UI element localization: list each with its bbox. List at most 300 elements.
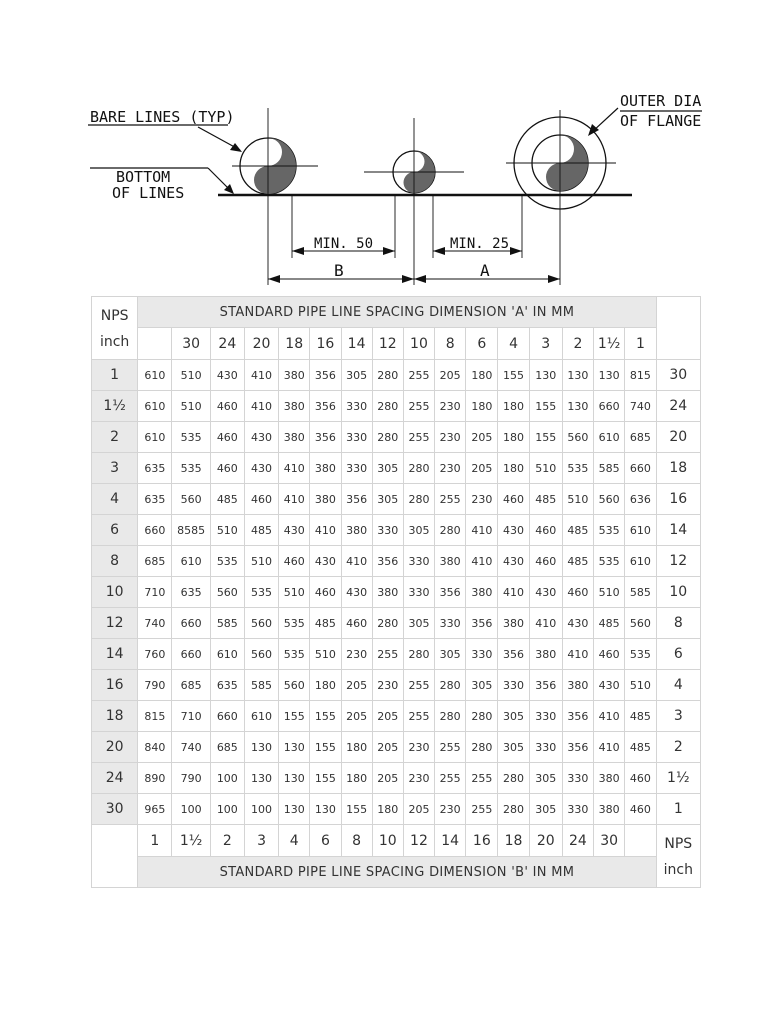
row-right-header: 30 [656, 360, 700, 391]
top-col-header: 30 [172, 328, 210, 360]
table-cell: 255 [403, 422, 434, 453]
bottom-col-header: 8 [341, 825, 372, 857]
table-cell: 430 [529, 577, 562, 608]
table-cell: 460 [279, 546, 310, 577]
table-cell: 380 [594, 763, 625, 794]
table-cell: 535 [594, 546, 625, 577]
table-cell: 740 [625, 391, 656, 422]
table-cell: 205 [466, 453, 498, 484]
table-cell: 635 [210, 670, 244, 701]
row-nps-header: 16 [92, 670, 138, 701]
table-cell: 380 [279, 422, 310, 453]
table-cell: 510 [172, 360, 210, 391]
table-cell: 305 [372, 453, 403, 484]
table-cell: 510 [279, 577, 310, 608]
table-cell: 255 [435, 732, 466, 763]
row-right-header: 2 [656, 732, 700, 763]
table-cell: 280 [372, 608, 403, 639]
top-col-header: 3 [529, 328, 562, 360]
table-row [92, 546, 701, 577]
table-cell: 255 [403, 360, 434, 391]
title-dimension-a: STANDARD PIPE LINE SPACING DIMENSION 'A' IN MM [138, 297, 656, 328]
table-cell: 610 [625, 546, 656, 577]
table-cell: 180 [341, 763, 372, 794]
table-cell: 410 [594, 701, 625, 732]
nps-label-top-1: NPS [100, 308, 129, 324]
table-cell: 280 [498, 794, 529, 825]
row-right-header: 8 [656, 608, 700, 639]
top-col-header: 8 [435, 328, 466, 360]
table-cell: 535 [172, 422, 210, 453]
table-cell: 660 [594, 391, 625, 422]
table-cell: 356 [310, 360, 341, 391]
table-cell: 685 [210, 732, 244, 763]
table-cell: 130 [279, 732, 310, 763]
table-cell: 155 [279, 701, 310, 732]
table-cell: 100 [210, 794, 244, 825]
table-cell: 635 [172, 577, 210, 608]
table-cell: 356 [529, 670, 562, 701]
table-cell: 510 [529, 453, 562, 484]
top-col-header: 1 [625, 328, 656, 360]
row-nps-header: 1 [92, 360, 138, 391]
title-dimension-b: STANDARD PIPE LINE SPACING DIMENSION 'B' IN MM [138, 857, 656, 888]
top-col-header: 20 [244, 328, 278, 360]
row-right-header: 16 [656, 484, 700, 515]
top-col-header: 4 [498, 328, 529, 360]
table-cell: 380 [310, 484, 341, 515]
table-cell: 205 [341, 670, 372, 701]
table-cell: 510 [562, 484, 593, 515]
table-cell: 535 [625, 639, 656, 670]
table-cell: 660 [172, 608, 210, 639]
table-cell: 610 [138, 360, 172, 391]
row-nps-header: 14 [92, 639, 138, 670]
table-cell: 610 [594, 422, 625, 453]
label-b: B [334, 261, 344, 280]
table-cell: 460 [625, 763, 656, 794]
row-right-header: 1 [656, 794, 700, 825]
table-cell: 510 [310, 639, 341, 670]
bottom-col-header: 24 [562, 825, 593, 857]
table-cell: 485 [310, 608, 341, 639]
table-cell: 280 [498, 763, 529, 794]
table-cell: 255 [435, 763, 466, 794]
table-cell: 305 [403, 515, 434, 546]
table-cell: 130 [529, 360, 562, 391]
table-cell: 560 [625, 608, 656, 639]
table-row [92, 360, 701, 391]
table-cell: 380 [562, 670, 593, 701]
table-cell: 740 [138, 608, 172, 639]
nps-label-bottom-2: inch [663, 862, 693, 878]
table-cell: 410 [466, 546, 498, 577]
table-cell: 410 [529, 608, 562, 639]
table-cell: 610 [138, 391, 172, 422]
table-cell: 330 [466, 639, 498, 670]
table-cell: 130 [244, 732, 278, 763]
table-cell: 180 [466, 391, 498, 422]
table-cell: 410 [498, 577, 529, 608]
table-cell: 280 [372, 391, 403, 422]
label-min-50: MIN. 50 [314, 236, 374, 252]
row-nps-header: 10 [92, 577, 138, 608]
table-cell: 660 [625, 453, 656, 484]
table-cell: 535 [244, 577, 278, 608]
table-cell: 585 [594, 453, 625, 484]
table-cell: 205 [466, 422, 498, 453]
table-cell: 255 [403, 391, 434, 422]
table-cell: 280 [435, 670, 466, 701]
table-cell: 130 [279, 763, 310, 794]
table-cell: 485 [210, 484, 244, 515]
table-cell: 100 [244, 794, 278, 825]
table-cell: 330 [341, 391, 372, 422]
table-cell: 430 [498, 515, 529, 546]
table-row [92, 453, 701, 484]
table-cell: 255 [435, 484, 466, 515]
table-row [92, 701, 701, 732]
table-cell: 410 [466, 515, 498, 546]
bottom-col-header: 2 [210, 825, 244, 857]
spacing-table-container [91, 296, 701, 888]
row-right-header: 20 [656, 422, 700, 453]
table-cell: 460 [594, 639, 625, 670]
table-cell: 560 [244, 639, 278, 670]
table-cell: 280 [372, 422, 403, 453]
table-cell: 485 [562, 515, 593, 546]
table-cell: 380 [341, 515, 372, 546]
row-nps-header: 24 [92, 763, 138, 794]
table-cell: 380 [310, 453, 341, 484]
table-cell: 155 [341, 794, 372, 825]
table-cell: 660 [172, 639, 210, 670]
table-cell: 180 [498, 422, 529, 453]
table-cell: 410 [244, 391, 278, 422]
row-right-header: 24 [656, 391, 700, 422]
spacing-table [91, 296, 701, 888]
table-cell: 560 [562, 422, 593, 453]
table-cell: 535 [279, 639, 310, 670]
table-cell: 180 [466, 360, 498, 391]
table-row [92, 515, 701, 546]
bottom-col-header: 1½ [172, 825, 210, 857]
table-cell: 660 [138, 515, 172, 546]
table-cell: 535 [279, 608, 310, 639]
bottom-col-header: 3 [244, 825, 278, 857]
row-right-header: 6 [656, 639, 700, 670]
table-cell: 305 [372, 484, 403, 515]
row-right-header: 3 [656, 701, 700, 732]
table-cell: 410 [341, 546, 372, 577]
table-cell: 610 [172, 546, 210, 577]
label-a: A [480, 261, 490, 280]
table-cell: 485 [625, 732, 656, 763]
table-cell: 410 [279, 453, 310, 484]
bottom-col-header: 12 [403, 825, 434, 857]
table-row [92, 577, 701, 608]
table-cell: 230 [403, 763, 434, 794]
table-cell: 535 [172, 453, 210, 484]
bottom-col-blank [625, 825, 656, 857]
table-cell: 636 [625, 484, 656, 515]
table-cell: 155 [310, 732, 341, 763]
table-cell: 430 [498, 546, 529, 577]
table-cell: 356 [498, 639, 529, 670]
top-col-header: 1½ [594, 328, 625, 360]
table-cell: 255 [466, 763, 498, 794]
nps-label-top [92, 297, 138, 360]
table-cell: 380 [279, 391, 310, 422]
table-cell: 410 [310, 515, 341, 546]
table-cell: 760 [138, 639, 172, 670]
table-cell: 430 [210, 360, 244, 391]
table-cell: 356 [562, 732, 593, 763]
table-cell: 485 [244, 515, 278, 546]
table-cell: 560 [244, 608, 278, 639]
table-cell: 155 [529, 391, 562, 422]
table-cell: 510 [625, 670, 656, 701]
table-row [92, 732, 701, 763]
table-cell: 230 [435, 453, 466, 484]
table-cell: 356 [341, 484, 372, 515]
table-cell: 380 [594, 794, 625, 825]
label-bottom-of-lines-2: OF LINES [112, 184, 185, 202]
table-row [92, 763, 701, 794]
row-right-header: 14 [656, 515, 700, 546]
table-cell: 330 [435, 608, 466, 639]
bottom-col-header: 20 [529, 825, 562, 857]
table-cell: 890 [138, 763, 172, 794]
table-cell: 155 [498, 360, 529, 391]
table-cell: 685 [138, 546, 172, 577]
row-nps-header: 18 [92, 701, 138, 732]
table-cell: 280 [435, 515, 466, 546]
table-cell: 230 [466, 484, 498, 515]
table-cell: 205 [341, 701, 372, 732]
table-cell: 180 [372, 794, 403, 825]
bottom-title-row [92, 857, 701, 888]
top-col-header: 16 [310, 328, 341, 360]
table-cell: 330 [341, 422, 372, 453]
table-cell: 180 [341, 732, 372, 763]
table-cell: 460 [498, 484, 529, 515]
table-cell: 510 [244, 546, 278, 577]
table-cell: 460 [210, 391, 244, 422]
table-cell: 180 [310, 670, 341, 701]
table-cell: 305 [529, 794, 562, 825]
row-right-header: 18 [656, 453, 700, 484]
row-nps-header: 20 [92, 732, 138, 763]
table-cell: 610 [244, 701, 278, 732]
table-cell: 535 [562, 453, 593, 484]
table-cell: 230 [403, 732, 434, 763]
row-nps-header: 8 [92, 546, 138, 577]
table-cell: 330 [562, 794, 593, 825]
table-cell: 255 [466, 794, 498, 825]
table-cell: 610 [210, 639, 244, 670]
table-cell: 230 [435, 391, 466, 422]
table-cell: 485 [562, 546, 593, 577]
table-cell: 380 [372, 577, 403, 608]
top-col-header: 24 [210, 328, 244, 360]
row-nps-header: 4 [92, 484, 138, 515]
top-col-header: 6 [466, 328, 498, 360]
table-cell: 280 [403, 453, 434, 484]
table-cell: 230 [341, 639, 372, 670]
table-cell: 430 [244, 453, 278, 484]
bottom-col-header: 4 [279, 825, 310, 857]
top-col-header: 2 [562, 328, 593, 360]
table-cell: 280 [403, 639, 434, 670]
table-cell: 130 [310, 794, 341, 825]
table-cell: 685 [625, 422, 656, 453]
table-cell: 280 [466, 732, 498, 763]
table-cell: 685 [172, 670, 210, 701]
top-column-header-row [92, 328, 701, 360]
row-nps-header: 30 [92, 794, 138, 825]
table-cell: 280 [403, 484, 434, 515]
table-cell: 356 [466, 608, 498, 639]
table-cell: 790 [138, 670, 172, 701]
table-cell: 790 [172, 763, 210, 794]
bottom-col-header: 14 [435, 825, 466, 857]
table-cell: 430 [594, 670, 625, 701]
top-col-header: 18 [279, 328, 310, 360]
row-nps-header: 6 [92, 515, 138, 546]
table-row [92, 639, 701, 670]
table-cell: 230 [435, 794, 466, 825]
nps-label-top-2: inch [99, 334, 130, 350]
table-cell: 660 [210, 701, 244, 732]
table-cell: 155 [310, 701, 341, 732]
table-row [92, 794, 701, 825]
bottom-column-header-row [92, 825, 701, 857]
table-cell: 130 [279, 794, 310, 825]
table-cell: 430 [244, 422, 278, 453]
row-right-header: 12 [656, 546, 700, 577]
table-cell: 510 [210, 515, 244, 546]
table-cell: 460 [310, 577, 341, 608]
table-cell: 280 [372, 360, 403, 391]
table-cell: 460 [244, 484, 278, 515]
corner-top-right [656, 297, 700, 360]
table-cell: 560 [210, 577, 244, 608]
table-cell: 205 [403, 794, 434, 825]
nps-label-bottom-1: NPS [664, 836, 693, 852]
table-cell: 280 [466, 701, 498, 732]
label-outer-dia-2: OF FLANGE [620, 112, 702, 130]
table-cell: 710 [138, 577, 172, 608]
table-row [92, 422, 701, 453]
label-min-25: MIN. 25 [450, 236, 510, 252]
table-cell: 815 [138, 701, 172, 732]
table-cell: 8585 [172, 515, 210, 546]
table-cell: 255 [403, 670, 434, 701]
table-cell: 610 [625, 515, 656, 546]
table-cell: 585 [625, 577, 656, 608]
table-cell: 410 [244, 360, 278, 391]
table-row [92, 391, 701, 422]
table-cell: 330 [403, 577, 434, 608]
row-right-header: 1½ [656, 763, 700, 794]
bottom-col-header: 1 [138, 825, 172, 857]
table-cell: 130 [562, 391, 593, 422]
table-cell: 460 [341, 608, 372, 639]
table-cell: 205 [372, 763, 403, 794]
table-cell: 130 [244, 763, 278, 794]
table-cell: 305 [403, 608, 434, 639]
table-cell: 255 [403, 701, 434, 732]
table-cell: 330 [403, 546, 434, 577]
table-cell: 380 [279, 360, 310, 391]
row-nps-header: 1½ [92, 391, 138, 422]
table-cell: 380 [466, 577, 498, 608]
table-cell: 410 [594, 732, 625, 763]
table-cell: 356 [435, 577, 466, 608]
table-cell: 430 [310, 546, 341, 577]
table-cell: 560 [172, 484, 210, 515]
table-cell: 356 [372, 546, 403, 577]
table-cell: 330 [529, 701, 562, 732]
table-cell: 380 [498, 608, 529, 639]
table-row [92, 670, 701, 701]
table-cell: 460 [562, 577, 593, 608]
table-cell: 356 [562, 701, 593, 732]
row-nps-header: 2 [92, 422, 138, 453]
table-cell: 130 [594, 360, 625, 391]
table-cell: 330 [562, 763, 593, 794]
row-nps-header: 3 [92, 453, 138, 484]
table-cell: 205 [372, 701, 403, 732]
table-cell: 510 [172, 391, 210, 422]
table-cell: 305 [529, 763, 562, 794]
table-cell: 635 [138, 453, 172, 484]
label-bare-lines: BARE LINES (TYP) [90, 108, 235, 126]
table-cell: 485 [594, 608, 625, 639]
table-cell: 535 [210, 546, 244, 577]
table-cell: 535 [594, 515, 625, 546]
corner-bottom-left [92, 825, 138, 888]
table-cell: 305 [341, 360, 372, 391]
table-cell: 100 [172, 794, 210, 825]
table-cell: 155 [310, 763, 341, 794]
table-cell: 205 [372, 732, 403, 763]
top-col-header: 14 [341, 328, 372, 360]
table-cell: 380 [435, 546, 466, 577]
table-cell: 230 [435, 422, 466, 453]
table-cell: 356 [310, 422, 341, 453]
table-row [92, 608, 701, 639]
table-cell: 280 [435, 701, 466, 732]
table-cell: 485 [625, 701, 656, 732]
label-outer-dia-1: OUTER DIA [620, 92, 702, 110]
table-cell: 585 [244, 670, 278, 701]
table-cell: 380 [529, 639, 562, 670]
table-cell: 330 [341, 453, 372, 484]
table-cell: 460 [210, 422, 244, 453]
table-cell: 330 [529, 732, 562, 763]
table-cell: 460 [529, 546, 562, 577]
table-cell: 560 [279, 670, 310, 701]
table-cell: 430 [279, 515, 310, 546]
table-cell: 410 [279, 484, 310, 515]
bottom-col-header: 10 [372, 825, 403, 857]
table-cell: 430 [341, 577, 372, 608]
table-cell: 585 [210, 608, 244, 639]
table-cell: 305 [498, 732, 529, 763]
table-cell: 130 [562, 360, 593, 391]
